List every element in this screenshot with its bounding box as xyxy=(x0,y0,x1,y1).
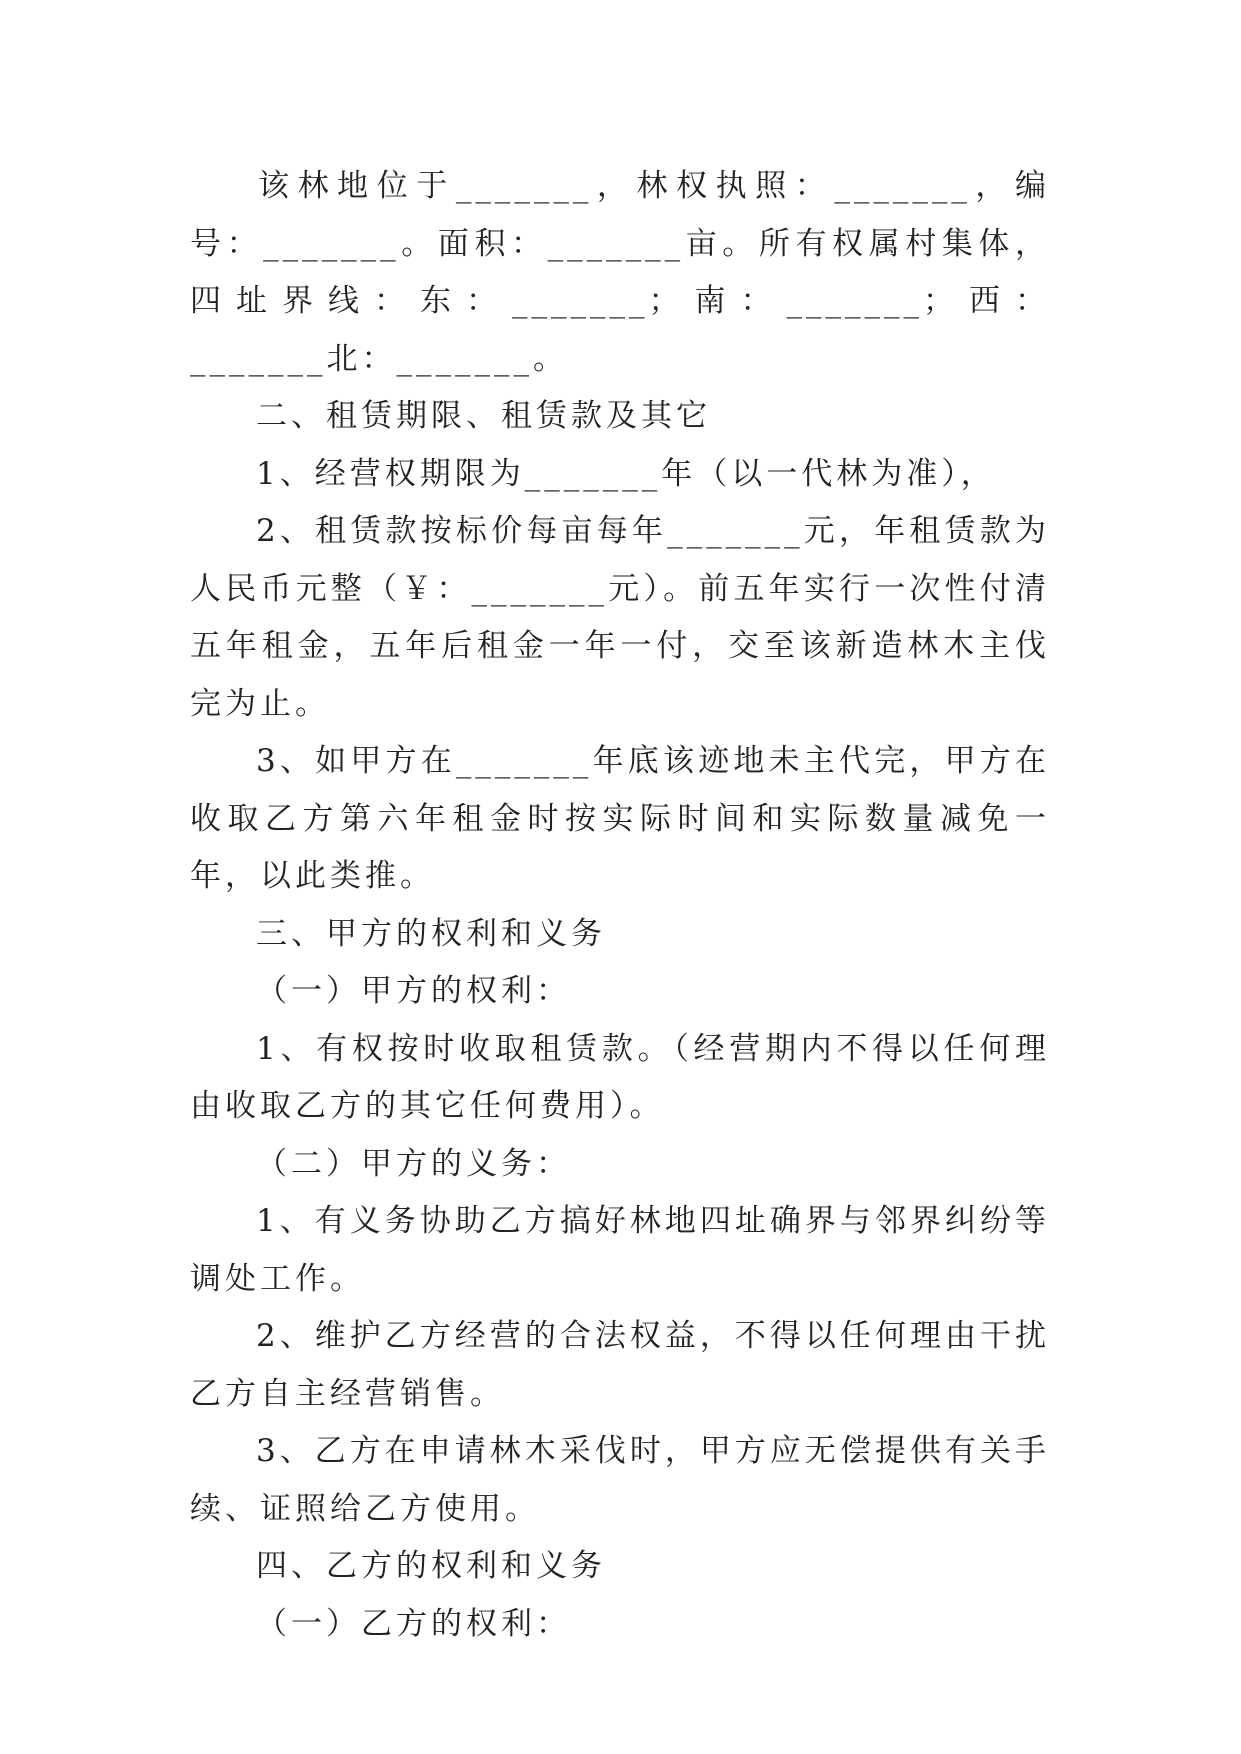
document-body xyxy=(190,158,1050,1653)
clause-3-duties-1: 1、有义务协助乙方搞好林地四址确界与邻界纠纷等调处工作。 xyxy=(190,1203,1050,1297)
clause-3-duties-3: 3、乙方在申请林木采伐时，甲方应无偿提供有关手续、证照给乙方使用。 xyxy=(190,1433,1050,1527)
section-4-heading: 四、乙方的权利和义务 xyxy=(256,1548,606,1584)
section-3-duties-heading: （二）甲方的义务： xyxy=(256,1145,571,1182)
land-location-paragraph: 该林地位于_______，林权执照：_______，编号：_______。面积：_______亩。所有权属村集体，四址界线：东：_______；南：_______；西：_______北：_______。 xyxy=(190,168,1050,377)
section-3-rights-heading: （一）甲方的权利： xyxy=(256,973,571,1009)
section-2-heading: 二、租赁期限、租赁款及其它 xyxy=(256,398,711,434)
clause-2-1: 1、经营权期限为_______年（以一代林为准）， xyxy=(256,455,996,492)
section-3-heading: 三、甲方的权利和义务 xyxy=(256,915,606,952)
section-4-rights-heading: （一）乙方的权利： xyxy=(256,1605,571,1642)
clause-2-3: 3、如甲方在_______年底该迹地未主代完，甲方在收取乙方第六年租金时按实际时间和实际数量减免一年，以此类推。 xyxy=(190,743,1050,894)
clause-3-rights-1: 1、有权按时收取租赁款。（经营期内不得以任何理由收取乙方的其它任何费用）。 xyxy=(190,1030,1050,1124)
clause-3-duties-2: 2、维护乙方经营的合法权益，不得以任何理由干扰乙方自主经营销售。 xyxy=(190,1318,1050,1412)
clause-2-2: 2、租赁款按标价每亩每年_______元，年租赁款为人民币元整（￥：_______元）。前五年实行一次性付清五年租金，五年后租金一年一付，交至该新造林木主伐完为止。 xyxy=(190,513,1050,722)
